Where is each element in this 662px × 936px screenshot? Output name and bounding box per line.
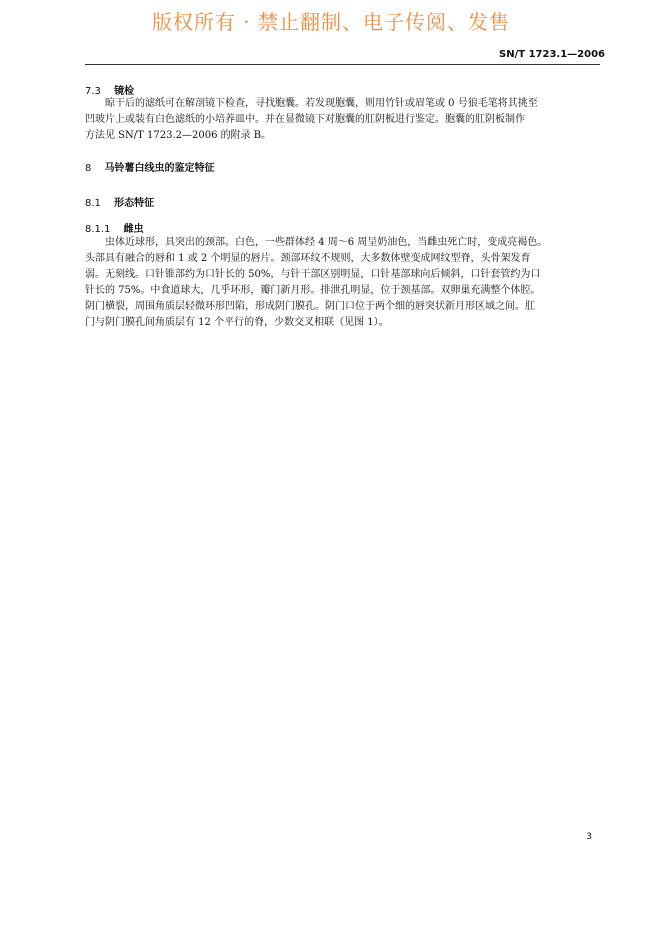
section-8-1-1-heading <box>85 220 144 235</box>
page-number: 3 <box>586 832 592 842</box>
paragraph-line: 弱。无刻线。口针锥部约为口针长的 50%，与针干部区别明显，口针基部球向后倾斜，口针套管约为口 <box>85 269 541 280</box>
section-title: 镜检 <box>114 86 135 97</box>
section-8-1-heading <box>85 194 154 209</box>
paragraph-line: 针长的 75%。中食道球大，几乎环形，瓣门新月形。排泄孔明显，位于颈基部。双卵巢充满整个体腔。 <box>85 285 541 296</box>
section-7-3-heading <box>85 82 134 97</box>
document-code: SN/T 1723.1—2006 <box>499 49 605 60</box>
paragraph-line: 凹玻片上或装有白色滤纸的小培养皿中。并在显微镜下对胞囊的肛阴板进行鉴定。胞囊的肛阴板制作 <box>85 114 525 125</box>
section-number: 7.3 <box>85 86 101 97</box>
paragraph-line: 头部具有融合的唇和 1 或 2 个明显的唇片。颈部环纹不规则，大多数体壁变成网纹型脊，头骨架发育 <box>85 253 531 264</box>
section-number: 8.1 <box>85 198 101 209</box>
section-title: 马铃薯白线虫的鉴定特征 <box>104 163 215 174</box>
paragraph-line: 晾干后的滤纸可在解剖镜下检查，寻找胞囊。若发现胞囊，则用竹针或眉笔或 0 号狼毛笔将其挑至 <box>105 98 538 109</box>
paragraph-line: 虫体近球形，具突出的颈部。白色，一些群体经 4 周～6 周呈奶油色，当雌虫死亡时，变成亮褐色。 <box>105 237 548 248</box>
section-number: 8.1.1 <box>85 224 111 235</box>
section-8-heading <box>85 159 215 174</box>
section-title: 雌虫 <box>123 224 144 235</box>
section-8-1-1-paragraph <box>85 235 600 331</box>
section-number: 8 <box>85 163 92 174</box>
paragraph-line: 门与阴门膜孔间角质层有 12 个平行的脊，少数交叉相联（见图 1）。 <box>85 317 389 328</box>
watermark-text: 版权所有 · 禁止翻制、电子传阅、发售 <box>151 10 511 34</box>
paragraph-line: 方法见 SN/T 1723.2—2006 的附录 B。 <box>85 130 272 141</box>
section-title: 形态特征 <box>114 198 155 209</box>
header-rule <box>85 64 600 65</box>
paragraph-line: 阴门横裂，周围角质层轻微环形凹陷，形成阴门膜孔。阴门口位于两个细的唇突状新月形区域之间。肛 <box>85 301 535 312</box>
section-7-3-paragraph <box>85 96 600 144</box>
